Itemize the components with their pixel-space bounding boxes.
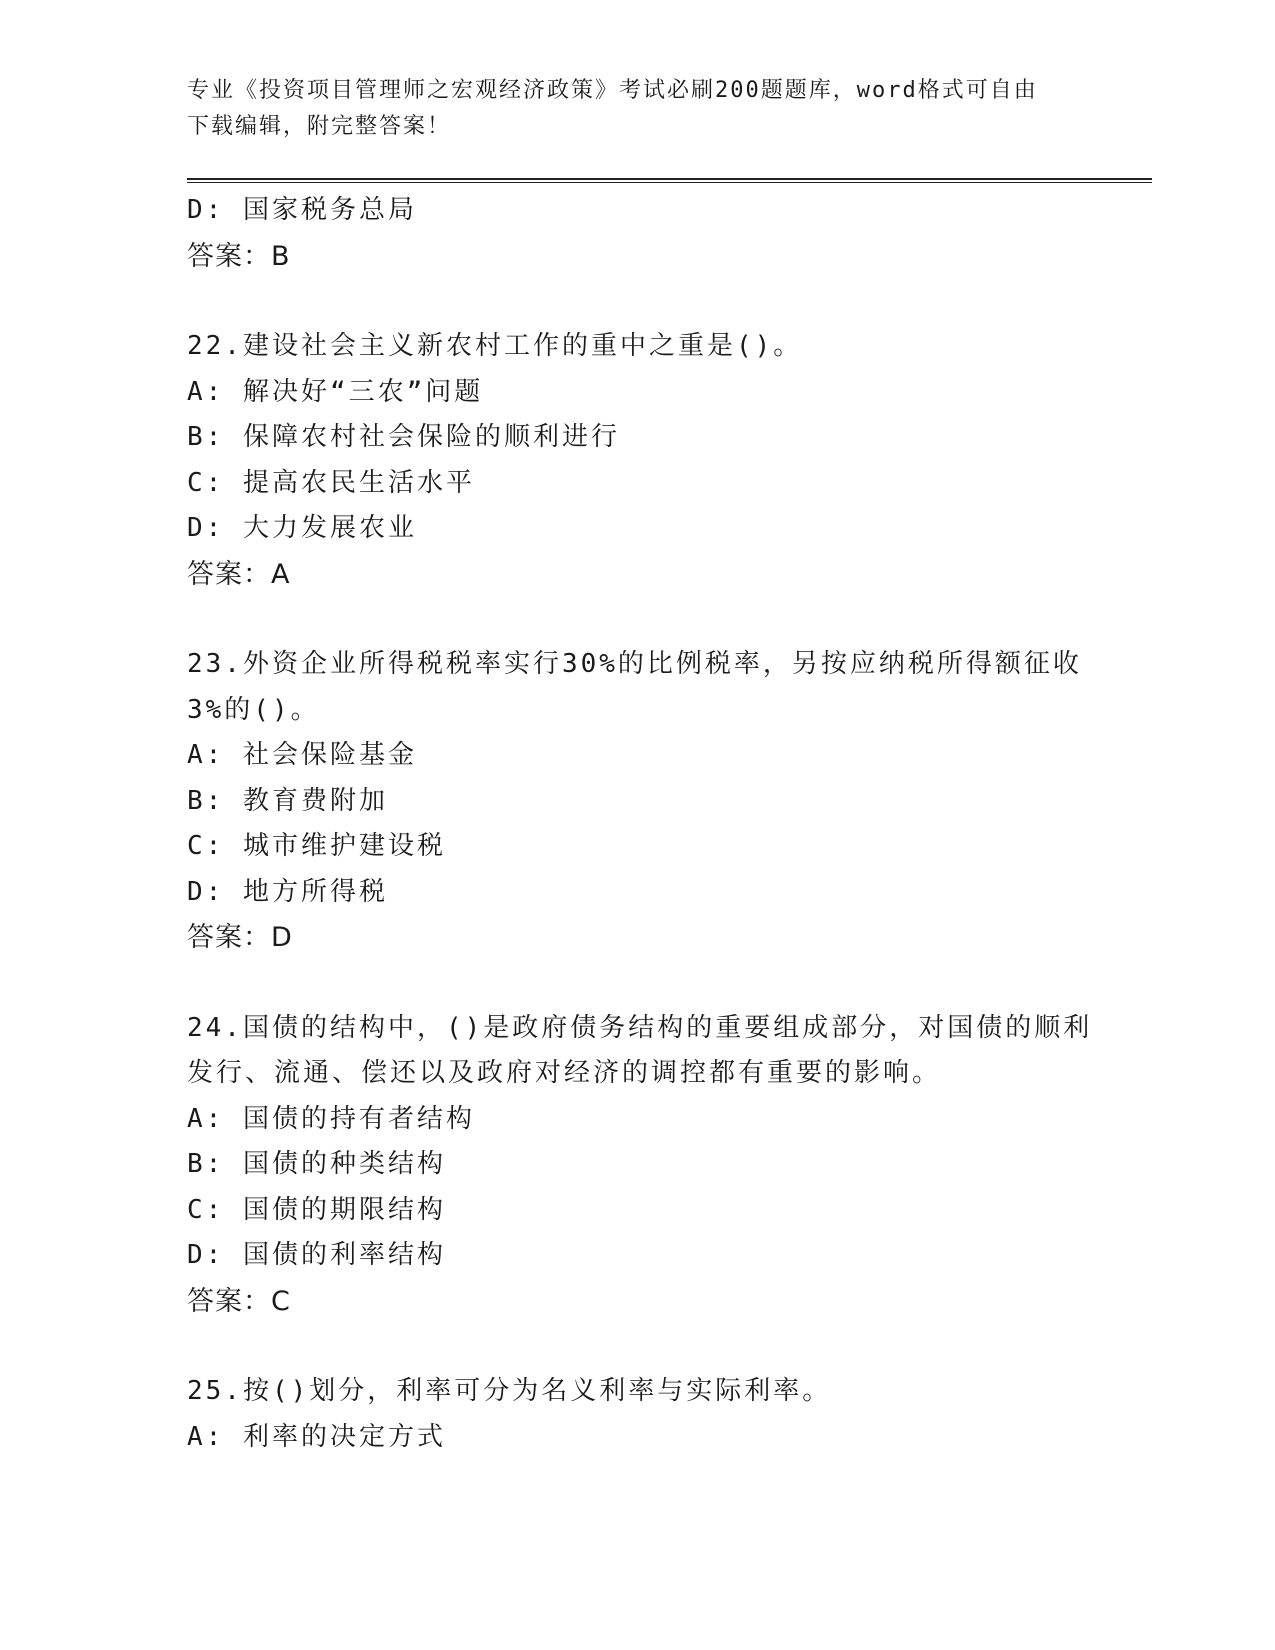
option-d: D: 国债的利率结构 xyxy=(187,1240,446,1270)
option-d: D: 国家税务总局 xyxy=(187,195,417,225)
answer: 答案：A xyxy=(187,558,291,590)
option-b: B: 保障农村社会保险的顺利进行 xyxy=(187,422,620,452)
question-list xyxy=(187,188,1093,1460)
header-divider xyxy=(187,178,1152,183)
header-line-2: 下载编辑，附完整答案！ xyxy=(187,114,452,139)
option-d: D: 大力发展农业 xyxy=(187,513,417,543)
option-d: D: 地方所得税 xyxy=(187,876,388,907)
document-header xyxy=(187,73,1067,145)
question-stem: 24.国债的结构中，()是政府债务结构的重要组成部分，对国债的顺利 xyxy=(187,1012,1093,1043)
question-stem-continued: 发行、流通、偿还以及政府对经济的调控都有重要的影响。 xyxy=(187,1058,942,1088)
question-23 xyxy=(187,642,1087,961)
spacer xyxy=(187,597,1087,642)
option-c: C: 提高农民生活水平 xyxy=(187,467,475,498)
answer: 答案：B xyxy=(187,240,291,272)
option-b: B: 教育费附加 xyxy=(187,785,388,816)
option-a: A: 解决好“三农”问题 xyxy=(187,376,484,407)
spacer xyxy=(187,1324,1087,1369)
option-a: A: 社会保险基金 xyxy=(187,740,417,770)
spacer xyxy=(187,279,1087,324)
question-22 xyxy=(187,324,1087,597)
answer: 答案：C xyxy=(187,1285,291,1317)
question-stem: 25.按()划分，利率可分为名义利率与实际利率。 xyxy=(187,1376,832,1406)
option-c: C: 国债的期限结构 xyxy=(187,1194,446,1225)
question-25 xyxy=(187,1369,1087,1460)
option-b: B: 国债的种类结构 xyxy=(187,1149,446,1179)
option-c: C: 城市维护建设税 xyxy=(187,831,446,861)
question-24 xyxy=(187,1006,1093,1325)
question-stem: 22.建设社会主义新农村工作的重中之重是()。 xyxy=(187,331,803,361)
question-stem-continued: 3%的()。 xyxy=(187,694,320,725)
option-a: A: 国债的持有者结构 xyxy=(187,1103,475,1134)
question-stem: 23.外资企业所得税税率实行30%的比例税率，另按应纳税所得额征收 xyxy=(187,649,1082,679)
answer: 答案：D xyxy=(187,922,293,953)
option-a: A: 利率的决定方式 xyxy=(187,1421,446,1452)
spacer xyxy=(187,961,1087,1006)
header-line-1: 专业《投资项目管理师之宏观经济政策》考试必刷200题题库，word格式可自由 xyxy=(187,78,1038,103)
